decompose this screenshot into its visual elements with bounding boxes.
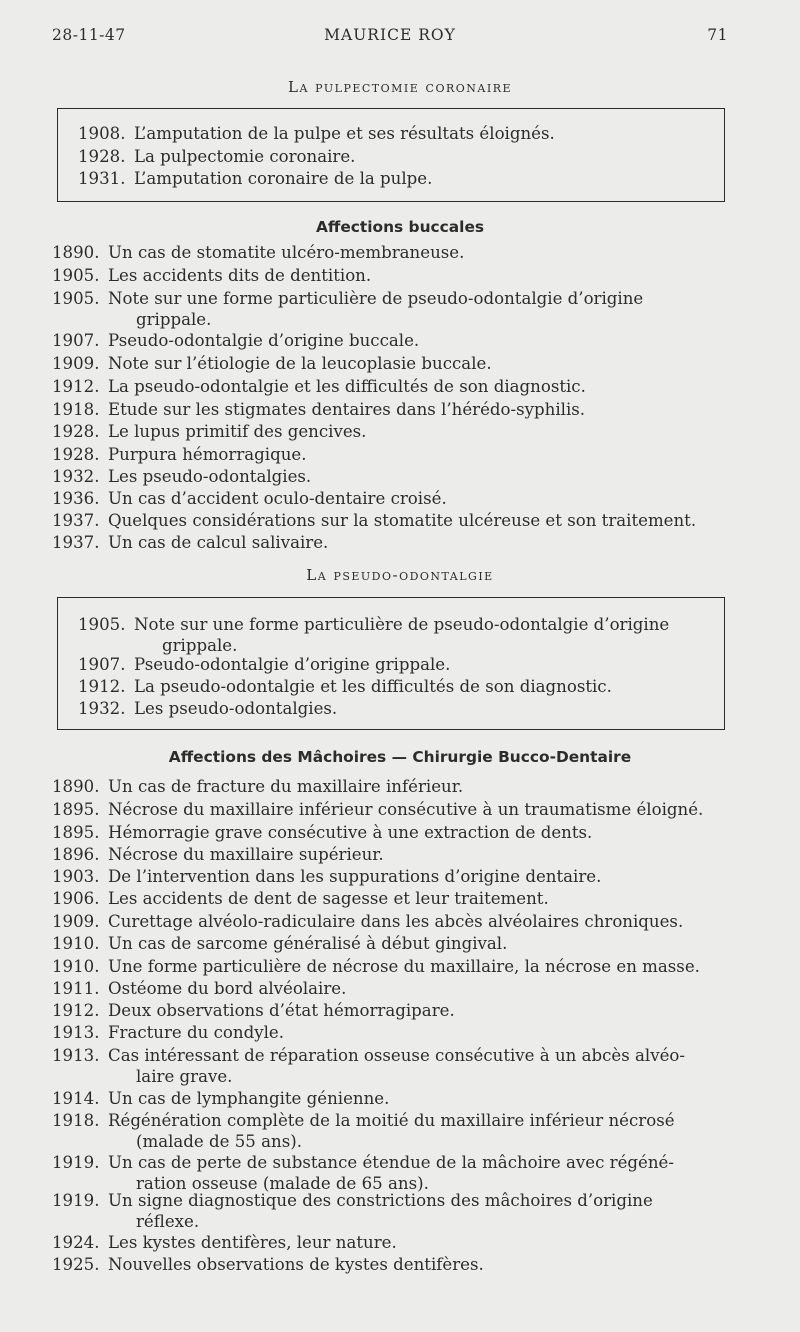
item-year: 1910. (52, 934, 100, 953)
item-year: 1909. (52, 912, 100, 931)
item-year: 1937. (52, 533, 100, 552)
item-year: 1928. (52, 422, 100, 441)
item-text-continued: grippale. (136, 310, 212, 329)
item-year: 1918. (52, 1111, 100, 1130)
item-text: L’amputation coronaire de la pulpe. (134, 169, 433, 188)
item-year: 1890. (52, 243, 100, 262)
item-text-continued: (malade de 55 ans). (136, 1132, 302, 1151)
item-text-continued: ration osseuse (malade de 65 ans). (136, 1174, 429, 1193)
item-text: Hémorragie grave consécutive à une extraction de dents. (108, 823, 593, 842)
section-heading-affections-machoires: Affections des Mâchoires — Chirurgie Bucco-Dentaire (168, 748, 632, 766)
item-year: 1919. (52, 1191, 100, 1210)
item-text: Note sur l’étiologie de la leucoplasie buccale. (108, 354, 492, 373)
item-text: Les kystes dentifères, leur nature. (108, 1233, 397, 1252)
item-text: Un cas de sarcome généralisé à début gingival. (108, 934, 508, 953)
item-text: De l’intervention dans les suppurations d’origine dentaire. (108, 867, 602, 886)
item-text: Quelques considérations sur la stomatite ulcéreuse et son traitement. (108, 511, 697, 530)
item-text: Un cas de fracture du maxillaire inférieur. (108, 777, 464, 796)
item-year: 1905. (52, 289, 100, 308)
item-text: Ostéome du bord alvéolaire. (108, 979, 347, 998)
item-year: 1919. (52, 1153, 100, 1172)
item-year: 1924. (52, 1233, 100, 1252)
item-year: 1932. (52, 467, 100, 486)
item-year: 1912. (52, 1001, 100, 1020)
item-year: 1914. (52, 1089, 100, 1108)
item-text: Pseudo-odontalgie d’origine grippale. (134, 655, 451, 674)
item-text: Deux observations d’état hémorragipare. (108, 1001, 455, 1020)
item-text: Note sur une forme particulière de pseudo-odontalgie d’origine (134, 615, 670, 634)
item-year: 1928. (78, 147, 126, 166)
item-year: 1913. (52, 1023, 100, 1042)
item-text: Etude sur les stigmates dentaires dans l’hérédo-syphilis. (108, 400, 586, 419)
item-text: Le lupus primitif des gencives. (108, 422, 367, 441)
item-year: 1907. (78, 655, 126, 674)
section-title-pseudo-odontalgie: La pseudo-odontalgie (306, 566, 494, 584)
item-year: 1932. (78, 699, 126, 718)
item-year: 1905. (78, 615, 126, 634)
item-year: 1890. (52, 777, 100, 796)
item-text: La pseudo-odontalgie et les difficultés de son diagnostic. (134, 677, 612, 696)
page-number: 71 (707, 26, 728, 44)
item-year: 1896. (52, 845, 100, 864)
item-year: 1907. (52, 331, 100, 350)
header-author: MAURICE ROY (324, 26, 456, 44)
item-text-continued: laire grave. (136, 1067, 233, 1086)
item-text: Cas intéressant de réparation osseuse consécutive à un abcès alvéo- (108, 1046, 686, 1065)
item-text: Purpura hémorragique. (108, 445, 307, 464)
item-year: 1925. (52, 1255, 100, 1274)
item-year: 1903. (52, 867, 100, 886)
item-year: 1908. (78, 124, 126, 143)
item-text: Un cas de calcul salivaire. (108, 533, 329, 552)
item-text: Une forme particulière de nécrose du maxillaire, la nécrose en masse. (108, 957, 700, 976)
item-text: Un cas d’accident oculo-dentaire croisé. (108, 489, 447, 508)
item-text: Nécrose du maxillaire inférieur consécutive à un traumatisme éloigné. (108, 800, 704, 819)
item-text: Les pseudo-odontalgies. (134, 699, 338, 718)
item-year: 1931. (78, 169, 126, 188)
item-text: Note sur une forme particulière de pseudo-odontalgie d’origine (108, 289, 644, 308)
item-year: 1906. (52, 889, 100, 908)
item-text: Régénération complète de la moitié du maxillaire inférieur nécrosé (108, 1111, 675, 1130)
item-year: 1911. (52, 979, 100, 998)
item-year: 1918. (52, 400, 100, 419)
item-year: 1912. (78, 677, 126, 696)
item-text: L’amputation de la pulpe et ses résultats éloignés. (134, 124, 555, 143)
item-year: 1895. (52, 823, 100, 842)
item-year: 1910. (52, 957, 100, 976)
item-text: Nouvelles observations de kystes dentifères. (108, 1255, 484, 1274)
item-year: 1928. (52, 445, 100, 464)
item-text: La pseudo-odontalgie et les difficultés de son diagnostic. (108, 377, 586, 396)
section-title-pulpectomie: La pulpectomie coronaire (287, 78, 513, 96)
item-year: 1936. (52, 489, 100, 508)
item-text: Curettage alvéolo-radiculaire dans les abcès alvéolaires chroniques. (108, 912, 684, 931)
item-year: 1913. (52, 1046, 100, 1065)
item-text: Un cas de perte de substance étendue de la mâchoire avec régéné- (108, 1153, 674, 1172)
item-year: 1895. (52, 800, 100, 819)
item-year: 1937. (52, 511, 100, 530)
item-text: Un cas de stomatite ulcéro-membraneuse. (108, 243, 465, 262)
boxed-list-pseudo-odontalgie (57, 597, 725, 730)
item-year: 1909. (52, 354, 100, 373)
item-text-continued: grippale. (162, 636, 238, 655)
item-text: Les accidents de dent de sagesse et leur traitement. (108, 889, 549, 908)
item-year: 1912. (52, 377, 100, 396)
item-text: Fracture du condyle. (108, 1023, 284, 1042)
item-text: Les pseudo-odontalgies. (108, 467, 312, 486)
item-text: La pulpectomie coronaire. (134, 147, 356, 166)
header-date: 28-11-47 (52, 26, 126, 44)
item-text: Les accidents dits de dentition. (108, 266, 372, 285)
item-year: 1905. (52, 266, 100, 285)
item-text: Nécrose du maxillaire supérieur. (108, 845, 384, 864)
item-text: Pseudo-odontalgie d’origine buccale. (108, 331, 420, 350)
item-text-continued: réflexe. (136, 1212, 200, 1231)
item-text: Un signe diagnostique des constrictions des mâchoires d’origine (108, 1191, 653, 1210)
boxed-list-pulpectomie (57, 108, 725, 202)
section-heading-affections-buccales: Affections buccales (315, 218, 485, 236)
item-text: Un cas de lymphangite génienne. (108, 1089, 390, 1108)
